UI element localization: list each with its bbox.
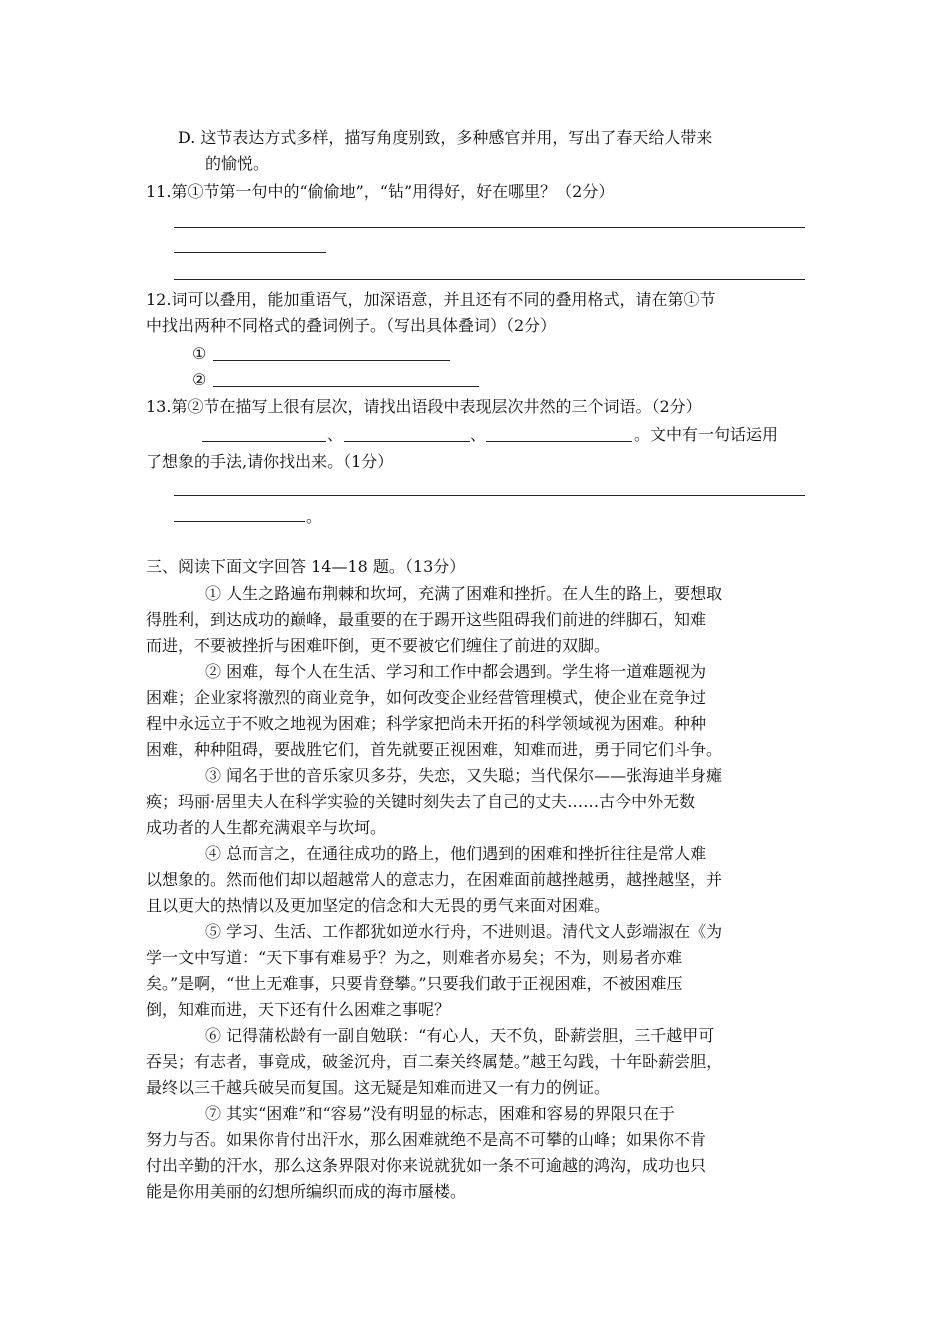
passage-p7-line2: 努力与否。如果你肯付出汗水，那么困难就绝不是高不可攀的山峰；如果你不肯: [146, 1130, 707, 1149]
passage-p2-line4: 困难，种种阻碍，要战胜它们，首先就要正视困难，知难而进，勇于同它们斗争。: [146, 740, 723, 759]
passage-p5-line3: 矣。”是啊，“世上无难事，只要肯登攀。”只要我们敢于正视困难，不被困难压: [146, 974, 683, 993]
passage-p2-line3: 程中永远立于不败之地视为困难；科学家把尚未开拓的科学领域视为困难。种种: [146, 714, 707, 733]
passage-p1-line1: ① 人生之路遍布荆棘和坎坷，充满了困难和挫折。在人生的路上，要想取: [205, 584, 723, 603]
q12-line1: 12.词可以叠用，能加重语气，加深语意，并且还有不同的叠用格式，请在第①节: [146, 290, 716, 309]
passage-p2-line2: 困难；企业家将激烈的商业竞争，如何改变企业经营管理模式，使企业在竞争过: [146, 688, 707, 707]
q13-line2-tail: 。文中有一句话运用: [634, 425, 779, 444]
q13-answer-line-2[interactable]: [174, 521, 305, 522]
q10-option-d-line1: D. 这节表达方式多样，描写角度别致，多种感官并用，写出了春天给人带来: [178, 128, 713, 147]
q13-line3: 了想象的手法,请你找出来。（1分）: [146, 452, 394, 471]
passage-p7-line3: 付出辛勤的汗水，那么这条界限对你来说就犹如一条不可逾越的鸿沟，成功也只: [146, 1156, 707, 1175]
passage-p3-line3: 成功者的人生都充满艰辛与坎坷。: [146, 818, 387, 837]
q11-answer-line-3[interactable]: [174, 279, 805, 280]
q13-separator-1: 、: [327, 425, 344, 444]
passage-p1-line2: 得胜利，到达成功的巅峰，最重要的在于踢开这些阻碍我们前进的绊脚石，知难: [146, 610, 707, 629]
q13-end-mark: 。: [306, 507, 323, 526]
q13-answer-blank-2[interactable]: [344, 441, 470, 442]
passage-p5-line1: ⑤ 学习、生活、工作都犹如逆水行舟，不进则退。清代文人彭端淑在《为: [205, 922, 723, 941]
passage-p6-line1: ⑥ 记得蒲松龄有一副自勉联：“有心人，天不负，卧薪尝胆，三千越甲可: [205, 1026, 715, 1045]
q11-answer-line-1[interactable]: [174, 227, 805, 228]
passage-p4-line1: ④ 总而言之，在通往成功的路上，他们遇到的困难和挫折往往是常人难: [205, 844, 707, 863]
passage-p3-line1: ③ 闻名于世的音乐家贝多芬，失恋，又失聪；当代保尔——张海迪半身瘫: [205, 766, 723, 785]
q11-answer-line-2[interactable]: [174, 252, 326, 253]
passage-p3-line2: 痪；玛丽·居里夫人在科学实验的关键时刻失去了自己的丈夫……古今中外无数: [146, 792, 696, 811]
q12-mark1: ①: [192, 344, 207, 363]
passage-p4-line2: 以想象的。然而他们却以超越常人的意志力，在困难面前越挫越勇，越挫越坚，并: [146, 870, 723, 889]
q10-option-d-line2: 的愉悦。: [205, 154, 270, 173]
passage-p5-line4: 倒，知难而进，天下还有什么困难之事呢？: [146, 1000, 451, 1019]
q13-line1: 13.第②节在描写上很有层次，请找出语段中表现层次井然的三个词语。（2分）: [146, 397, 702, 416]
passage-p6-line2: 吞吴；有志者，事竟成，破釜沉舟，百二秦关终属楚。”越王勾践，十年卧薪尝胆，: [146, 1052, 723, 1071]
q12-mark2: ②: [192, 370, 207, 389]
passage-p5-line2: 学一文中写道：“天下事有难易乎？为之，则难者亦易矣；不为，则易者亦难: [146, 948, 683, 967]
passage-p7-line1: ⑦ 其实“困难”和“容易”没有明显的标志，困难和容易的界限只在于: [205, 1104, 675, 1123]
section3-heading: 三、阅读下面文字回答 14—18 题。（13分）: [146, 557, 466, 576]
q11-text: 11.第①节第一句中的“偷偷地”，“钻”用得好，好在哪里？（2分）: [146, 182, 615, 201]
q13-answer-line-1[interactable]: [174, 495, 805, 496]
q13-answer-blank-3[interactable]: [486, 441, 632, 442]
passage-p2-line1: ② 困难，每个人在生活、学习和工作中都会遇到。学生将一道难题视为: [205, 662, 707, 681]
q13-answer-blank-1[interactable]: [202, 441, 326, 442]
q13-separator-2: 、: [470, 425, 487, 444]
q12-answer-blank-1[interactable]: [213, 360, 450, 361]
passage-p6-line3: 最终以三千越兵破吴而复国。这无疑是知难而进又一有力的例证。: [146, 1078, 611, 1097]
passage-p7-line4: 能是你用美丽的幻想所编织而成的海市蜃楼。: [146, 1182, 467, 1201]
q12-line2: 中找出两种不同格式的叠词例子。（写出具体叠词）（2分）: [146, 316, 557, 335]
q12-answer-blank-2[interactable]: [213, 386, 479, 387]
passage-p4-line3: 且以更大的热情以及更加坚定的信念和大无畏的勇气来面对困难。: [146, 896, 611, 915]
passage-p1-line3: 而进，不要被挫折与困难吓倒，更不要被它们缠住了前进的双脚。: [146, 636, 611, 655]
